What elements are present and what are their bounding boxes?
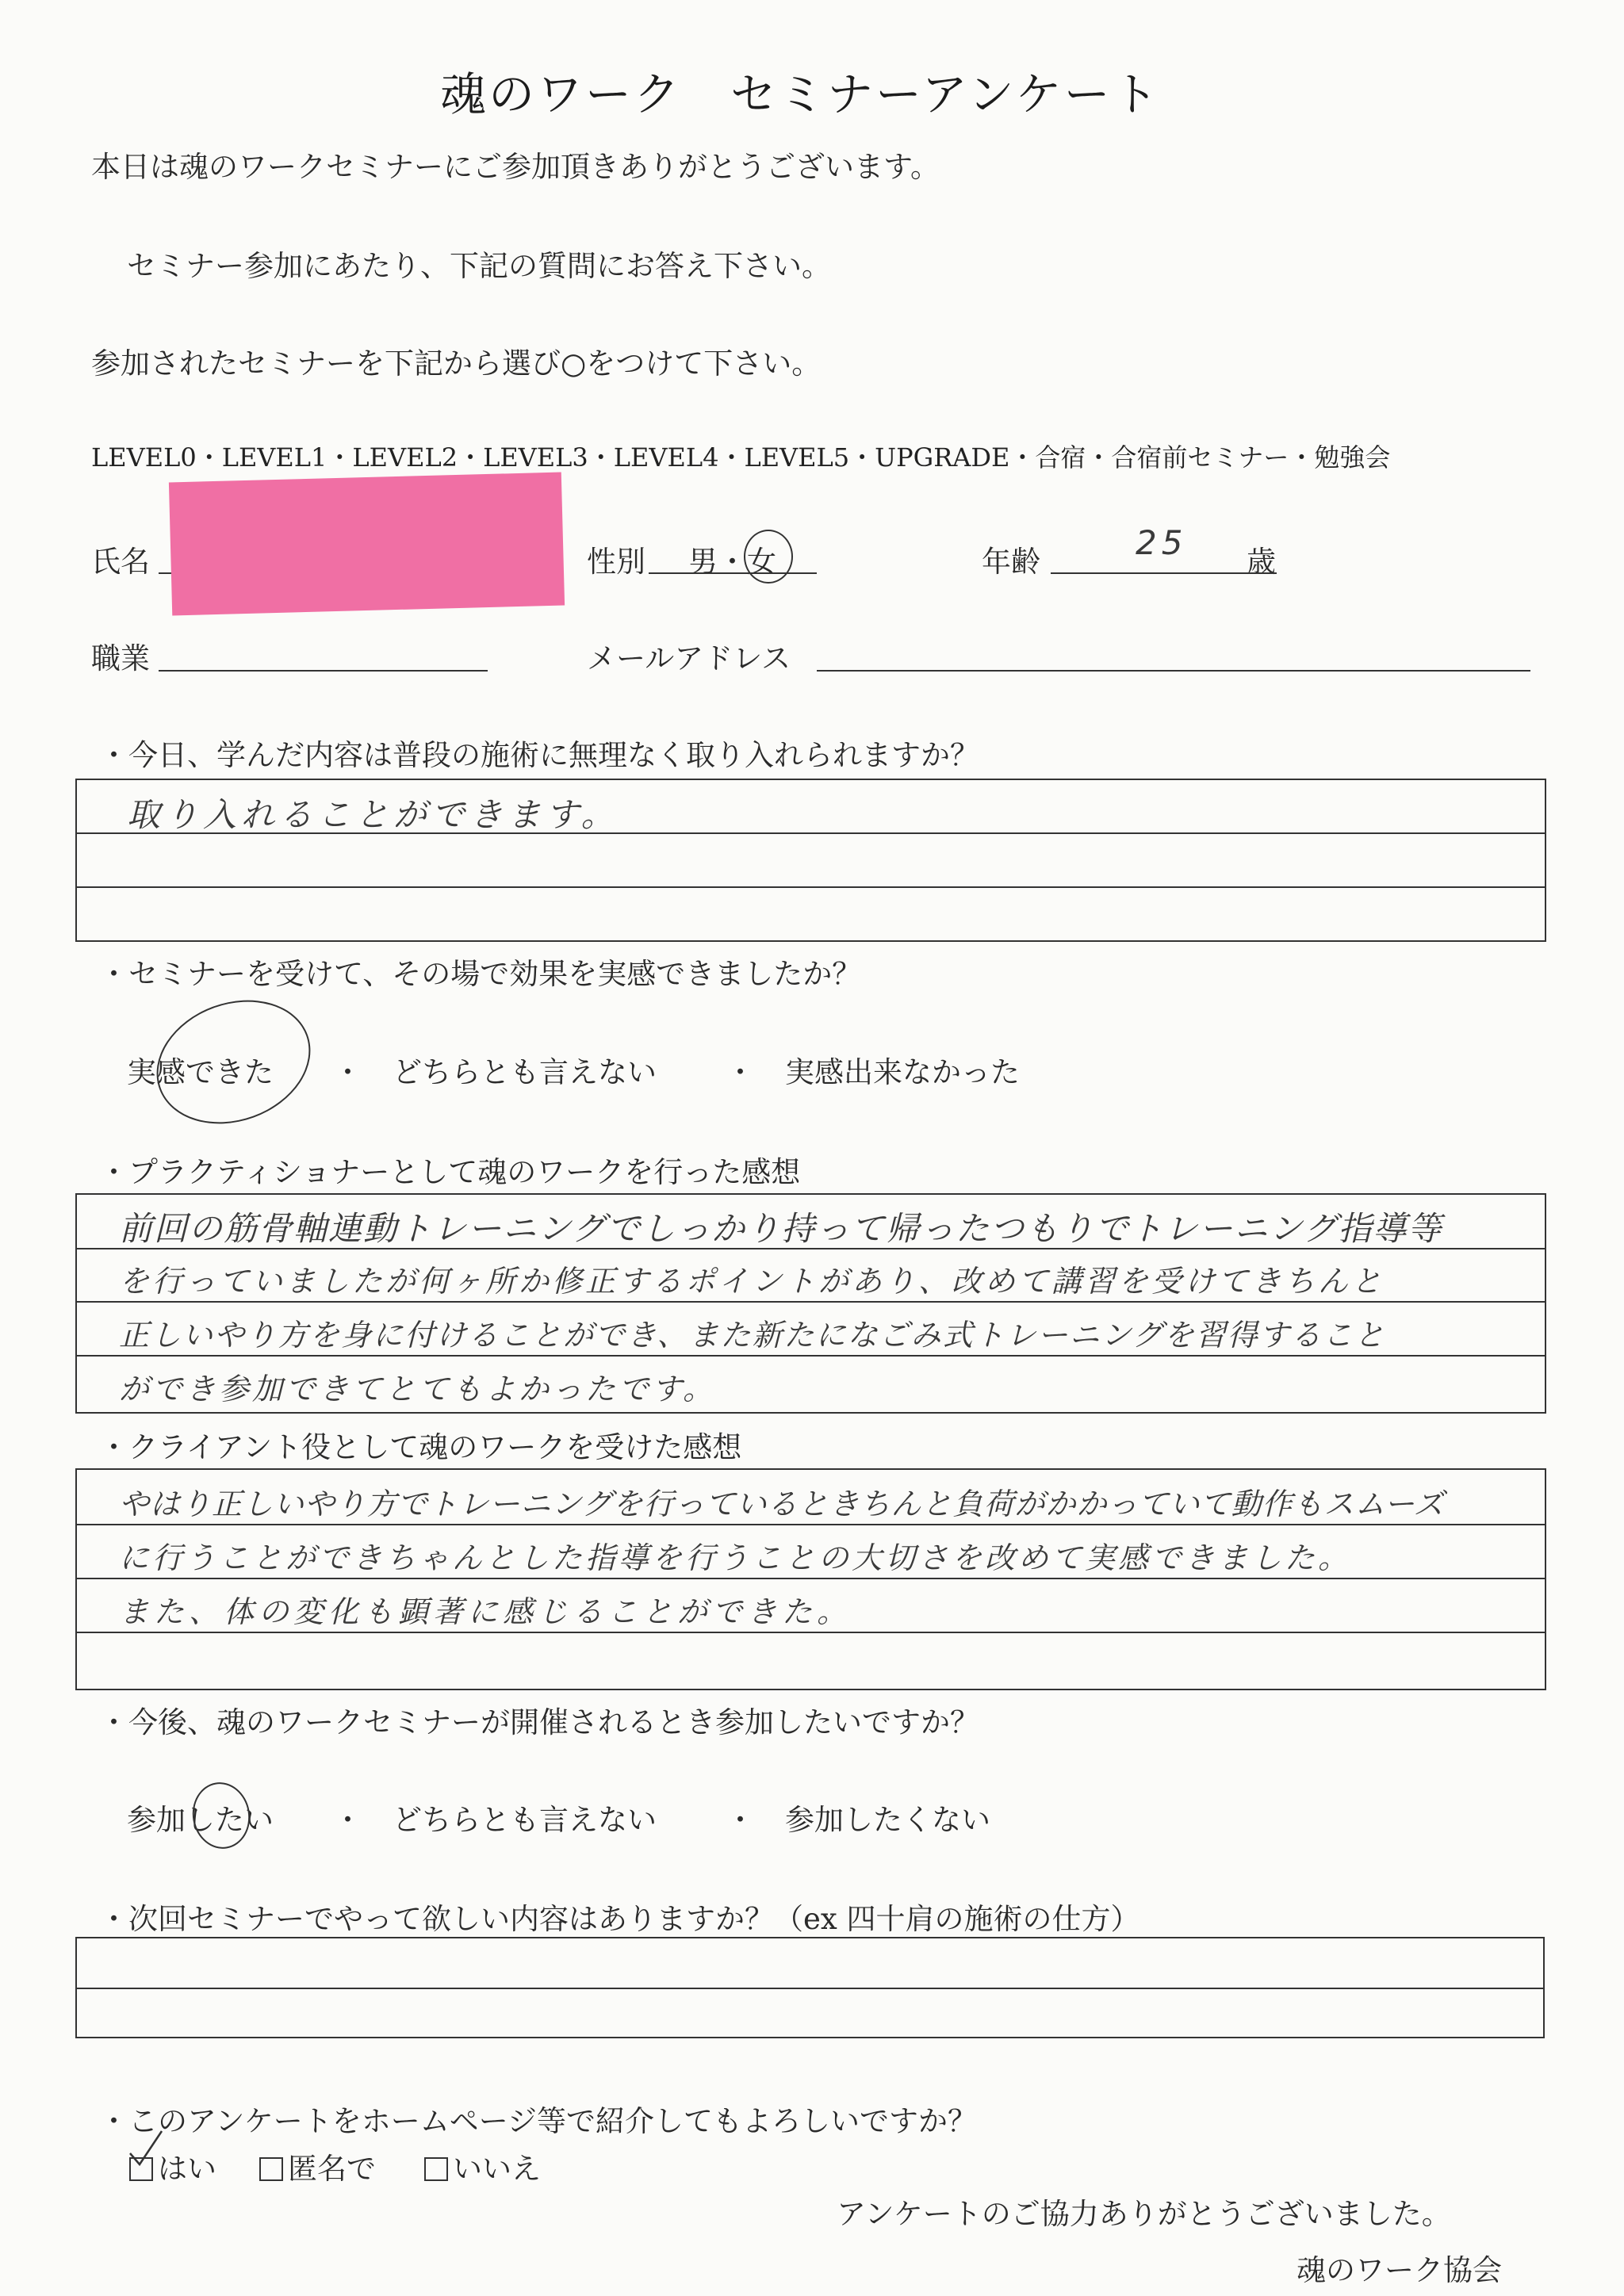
- gender-options[interactable]: 男・女: [688, 545, 776, 579]
- name-label: 氏名: [91, 545, 150, 579]
- question-5: ・今後、魂のワークセミナーが開催されるとき参加したいですか？: [99, 1705, 979, 1739]
- option-anonymous-label: 匿名で: [288, 2152, 376, 2186]
- intro-select-seminar: 参加されたセミナーを下記から選び○をつけて下さい。: [91, 346, 822, 381]
- answer-3-line: を行っていましたが何ヶ所か修正するポイントがあり、改めて講習を受けてきちんと: [119, 1264, 1385, 1299]
- selection-circle-q5: [187, 1777, 255, 1853]
- option-no-effect[interactable]: 実感出来なかった: [785, 1055, 1020, 1089]
- option-no[interactable]: [424, 2145, 541, 2187]
- page-title: 魂のワーク セミナーアンケート: [440, 67, 1161, 121]
- question-1: ・今日、学んだ内容は普段の施術に無理なく取り入れられますか？: [99, 738, 979, 772]
- question-4: ・クライアント役として魂のワークを受けた感想: [99, 1430, 742, 1464]
- option-anonymous[interactable]: [259, 2145, 376, 2187]
- age-underline: [1051, 572, 1277, 574]
- option-neutral[interactable]: どちらとも言えない: [393, 1055, 657, 1089]
- question-2: ・セミナーを受けて、その場で効果を実感できましたか？: [99, 957, 862, 991]
- option-want-attend[interactable]: 参加したい: [127, 1803, 274, 1837]
- option-yes-label: はい: [158, 2152, 216, 2186]
- age-unit: 歳: [1247, 545, 1276, 579]
- option-separator: ・: [333, 1055, 362, 1089]
- option-separator: ・: [333, 1803, 362, 1837]
- gender-selection-circle: [744, 530, 793, 584]
- option-separator: ・: [726, 1803, 755, 1837]
- email-field[interactable]: [817, 670, 1530, 672]
- email-label: メールアドレス: [587, 641, 791, 675]
- checkbox-anonymous[interactable]: [259, 2157, 283, 2181]
- answer-3-line: 正しいやり方を身に付けることができ、また新たになごみ式トレーニングを習得すること: [119, 1318, 1386, 1353]
- answer-4-line: また、体の変化も顕著に感じることができた。: [119, 1594, 852, 1629]
- answer-3-text: [119, 1193, 1538, 1414]
- redaction-sticker: [169, 473, 565, 616]
- intro-instruction: セミナー参加にあたり、下記の質問にお答え下さい。: [127, 249, 831, 283]
- answer-1-text: 取り入れることができます。: [127, 795, 619, 834]
- footer-thanks: アンケートのご協力ありがとうございました。: [837, 2197, 1451, 2231]
- question-6: ・次回セミナーでやって欲しい内容はありますか？（ex 四十肩の施術の仕方）: [99, 1902, 1140, 1936]
- answer-4-line: やはり正しいやり方でトレーニングを行っているときちんと負荷がかかっていて動作もスムーズ: [119, 1487, 1445, 1521]
- question-7: ・このアンケートをホームページ等で紹介してもよろしいですか？: [99, 2104, 978, 2138]
- option-no-label: いいえ: [453, 2152, 541, 2186]
- selection-circle-q2: [140, 979, 328, 1144]
- option-felt-effect[interactable]: 実感できた: [127, 1055, 274, 1089]
- option-no-attend[interactable]: 参加したくない: [785, 1803, 990, 1837]
- gender-underline: [649, 572, 817, 574]
- answer-3-line: ができ参加できてとてもよかったです。: [119, 1372, 716, 1406]
- footer-organization: 魂のワーク協会: [1297, 2253, 1502, 2287]
- option-neutral[interactable]: どちらとも言えない: [393, 1803, 657, 1837]
- intro-thanks: 本日は魂のワークセミナーにご参加頂きありがとうございます。: [91, 150, 940, 184]
- answer-box-6[interactable]: [75, 1937, 1545, 2038]
- seminar-level-options[interactable]: LEVEL0・LEVEL1・LEVEL2・LEVEL3・LEVEL4・LEVEL5・UPGRADE・合宿・合宿前セミナー・勉強会: [91, 442, 1391, 473]
- age-label: 年齢: [982, 545, 1040, 579]
- age-value[interactable]: 25: [1136, 523, 1188, 562]
- checkmark-icon: [125, 2125, 173, 2172]
- gender-label: 性別: [587, 545, 645, 579]
- answer-4-text: [119, 1468, 1538, 1690]
- checkbox-no[interactable]: [424, 2157, 448, 2181]
- answer-4-line: に行うことができちゃんとした指導を行うことの大切さを改めて実感できました。: [119, 1540, 1352, 1575]
- option-separator: ・: [726, 1055, 755, 1089]
- job-field[interactable]: [159, 670, 488, 672]
- question-3: ・プラクティショナーとして魂のワークを行った感想: [99, 1155, 801, 1189]
- job-label: 職業: [91, 641, 150, 675]
- answer-3-line: 前回の筋骨軸連動トレーニングでしっかり持って帰ったつもりでトレーニング指導等: [119, 1209, 1443, 1248]
